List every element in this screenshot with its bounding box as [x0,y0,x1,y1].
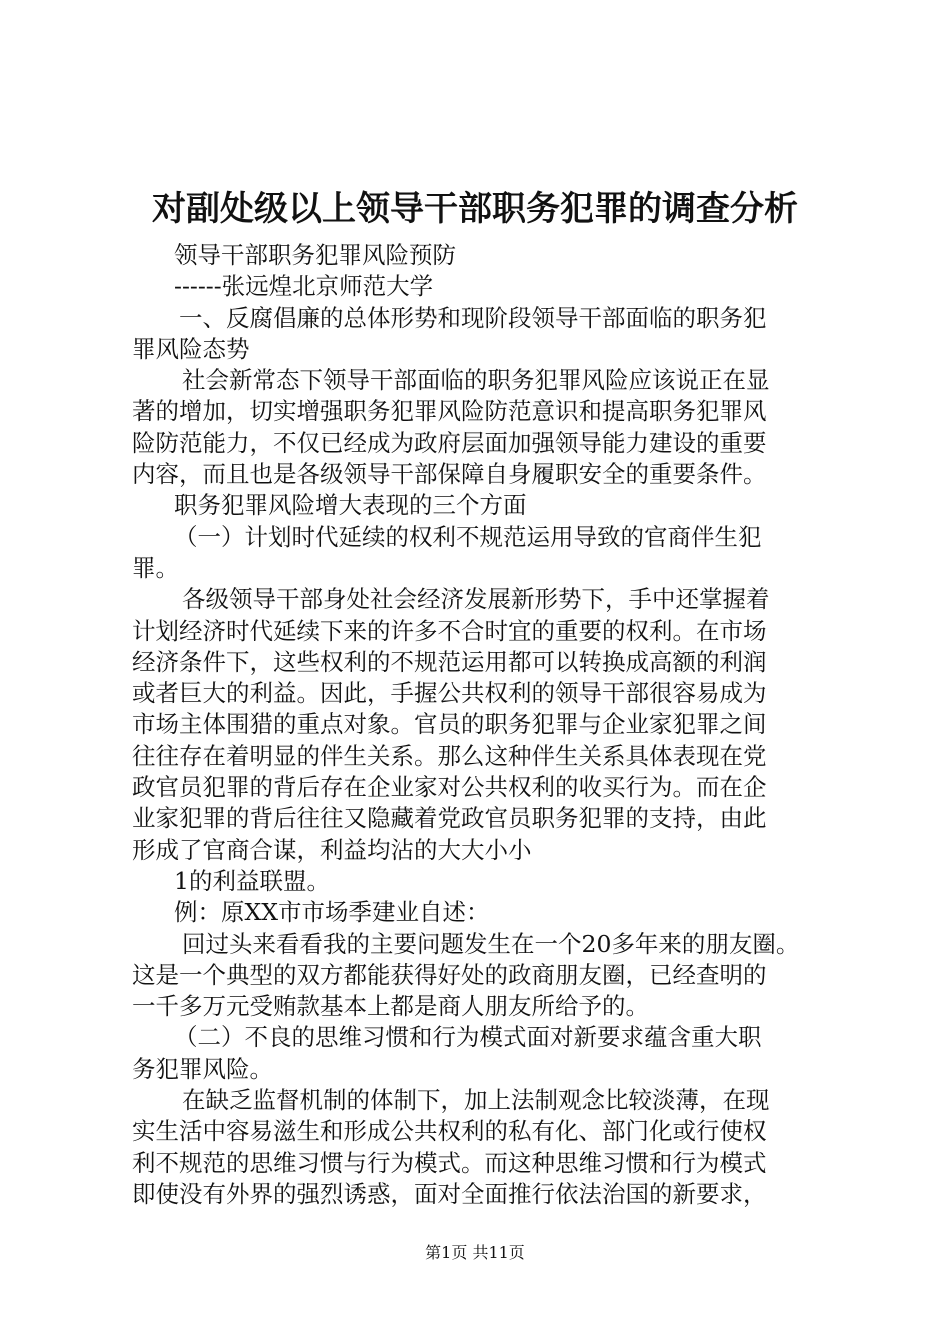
text-line: 著的增加，切实增强职务犯罪风险防范意识和提高职务犯罪风 [132,397,767,426]
example-line: 例：原XX市市场季建业自述： [174,898,490,927]
subsection-heading: （一）计划时代延续的权利不规范运用导致的官商伴生犯 [174,522,762,551]
text-line: 1的利益联盟。 [174,866,330,895]
text-line: 或者巨大的利益。因此，手握公共权利的领导干部很容易成为 [132,679,767,708]
page-number-footer: 第1页 共11页 [425,1243,525,1262]
section-heading: 一、反腐倡廉的总体形势和现阶段领导干部面临的职务犯 [179,303,767,332]
subheading-line: 职务犯罪风险增大表现的三个方面 [174,491,527,520]
text-line: 往往存在着明显的伴生关系。那么这种伴生关系具体表现在党 [132,741,767,770]
text-line: 罪。 [132,553,179,582]
text-line: 险防范能力，不仅已经成为政府层面加强领导能力建设的重要 [132,428,767,457]
text-line: 实生活中容易滋生和形成公共权利的私有化、部门化或行使权 [132,1117,767,1146]
author-line: ------张远煌北京师范大学 [174,272,434,301]
text-line: 业家犯罪的背后往往又隐藏着党政官员职务犯罪的支持，由此 [132,804,767,833]
subtitle-line: 领导干部职务犯罪风险预防 [174,241,456,269]
subsection-heading: （二）不良的思维习惯和行为模式面对新要求蕴含重大职 [174,1023,762,1052]
text-line: 计划经济时代延续下来的许多不合时宜的重要的权利。在市场 [132,616,767,645]
text-line: 利不规范的思维习惯与行为模式。而这种思维习惯和行为模式 [132,1148,767,1177]
text-line: 政官员犯罪的背后存在企业家对公共权利的收买行为。而在企 [132,773,767,802]
text-line: 市场主体围猎的重点对象。官员的职务犯罪与企业家犯罪之间 [132,710,767,739]
text-line: 经济条件下，这些权利的不规范运用都可以转换成高额的利润 [132,647,767,676]
paragraph-start: 回过头来看看我的主要问题发生在一个20多年来的朋友圈。 [182,929,800,958]
text-line: 这是一个典型的双方都能获得好处的政商朋友圈，已经查明的 [132,960,767,989]
paragraph-start: 社会新常态下领导干部面临的职务犯罪风险应该说正在显 [182,366,770,395]
text-line: 内容，而且也是各级领导干部保障自身履职安全的重要条件。 [132,460,767,489]
document-title: 对副处级以上领导干部职务犯罪的调查分析 [152,189,798,229]
paragraph-start: 在缺乏监督机制的体制下，加上法制观念比较淡薄，在现 [182,1086,770,1115]
text-line: 一千多万元受贿款基本上都是商人朋友所给予的。 [132,992,649,1021]
paragraph-start: 各级领导干部身处社会经济发展新形势下，手中还掌握着 [182,585,770,614]
text-line: 罪风险态势 [132,334,250,363]
text-line: 务犯罪风险。 [132,1054,273,1083]
text-line: 形成了官商合谋，利益均沾的大大小小 [132,835,532,864]
document-body [132,240,832,1210]
text-line: 即使没有外界的强烈诱惑，面对全面推行依法治国的新要求， [132,1179,767,1208]
